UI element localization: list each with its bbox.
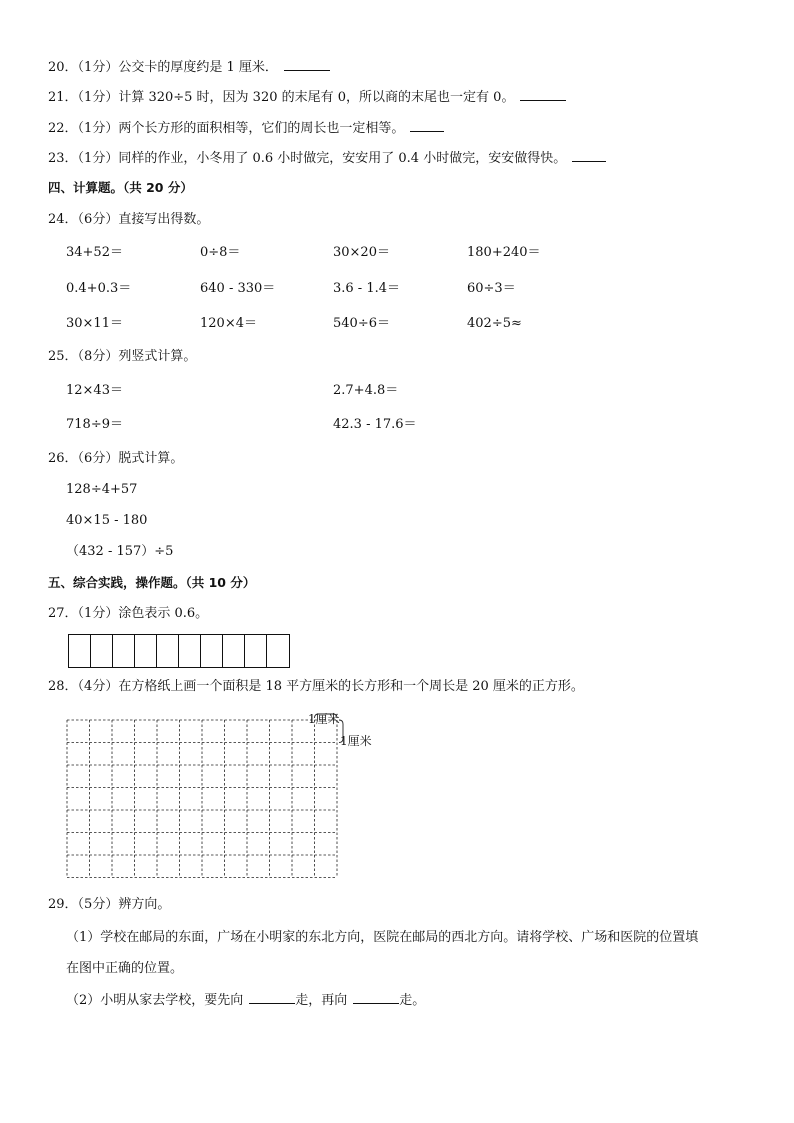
- question-29-part-2-b: 走，再向: [295, 993, 348, 1008]
- answer-blank-21[interactable]: [520, 88, 566, 101]
- question-26-text: 26．（6分）脱式计算。: [48, 451, 184, 466]
- shading-box[interactable]: [157, 635, 179, 667]
- calc-item: 120×4＝: [200, 316, 257, 331]
- question-29-part-2-a: （2）小明从家去学校，要先向: [66, 993, 244, 1008]
- question-21-text: 21．（1分）计算 320÷5 时，因为 320 的末尾有 0，所以商的末尾也一定有 0。: [48, 90, 515, 105]
- stepwise-calc-item: 128÷4+57: [66, 482, 138, 497]
- question-29-part-2-c: 走。: [399, 993, 426, 1008]
- question-20: [48, 58, 330, 76]
- question-22-text: 22．（1分）两个长方形的面积相等，它们的周长也一定相等。: [48, 121, 405, 136]
- question-22: [48, 119, 444, 137]
- answer-blank-20[interactable]: [284, 58, 330, 71]
- question-29-text: 29．（5分）辨方向。: [48, 897, 171, 912]
- answer-blank-22[interactable]: [410, 119, 444, 132]
- vertical-calc-item: 2.7+4.8＝: [333, 383, 399, 398]
- shading-box[interactable]: [179, 635, 201, 667]
- calc-item: 30×20＝: [333, 245, 390, 260]
- calc-item: 30×11＝: [66, 316, 123, 331]
- question-29-part-1-line-2: 在图中正确的位置。: [66, 961, 184, 976]
- graph-paper-grid[interactable]: [66, 712, 346, 880]
- calc-item: 60÷3＝: [467, 281, 516, 296]
- calc-item: 402÷5≈: [467, 316, 522, 331]
- question-28-text: 28．（4分）在方格纸上画一个面积是 18 平方厘米的长方形和一个周长是 20 厘米的正方形。: [48, 679, 584, 694]
- question-25-text: 25．（8分）列竖式计算。: [48, 349, 197, 364]
- calc-item: 3.6 - 1.4＝: [333, 281, 401, 296]
- vertical-calc-item: 718÷9＝: [66, 417, 123, 432]
- answer-blank-23[interactable]: [572, 149, 606, 162]
- unit-brace-side: [339, 720, 343, 743]
- unit-label-top: 1厘米: [308, 712, 340, 726]
- calc-item: 640 - 330＝: [200, 281, 276, 296]
- shading-box[interactable]: [245, 635, 267, 667]
- shading-box[interactable]: [113, 635, 135, 667]
- answer-blank-29-direction-1[interactable]: [249, 991, 295, 1004]
- unit-label-side: 1厘米: [340, 734, 372, 748]
- question-24-text: 24．（6分）直接写出得数。: [48, 212, 210, 227]
- question-29-part-2: [66, 991, 425, 1009]
- calc-item: 0.4+0.3＝: [66, 281, 132, 296]
- calc-item: 34+52＝: [66, 245, 123, 260]
- question-29-part-1-line-1: （1）学校在邮局的东面，广场在小明家的东北方向，医院在邮局的西北方向。请将学校、广场和医院的位置填: [66, 930, 699, 945]
- question-23-text: 23．（1分）同样的作业，小冬用了 0.6 小时做完，安安用了 0.4 小时做完，安安做得快。: [48, 151, 567, 166]
- unit-brace-top: [315, 714, 338, 718]
- shading-box[interactable]: [223, 635, 245, 667]
- section-5-title: 五、综合实践，操作题。（共 10 分）: [48, 575, 256, 590]
- stepwise-calc-item: 40×15 - 180: [66, 513, 148, 528]
- shading-box[interactable]: [201, 635, 223, 667]
- section-4-title: 四、计算题。（共 20 分）: [48, 180, 193, 195]
- answer-blank-29-direction-2[interactable]: [353, 991, 399, 1004]
- question-27-text: 27．（1分）涂色表示 0.6。: [48, 606, 209, 621]
- stepwise-calc-item: （432 - 157）÷5: [66, 544, 174, 559]
- calc-item: 0÷8＝: [200, 245, 241, 260]
- shading-boxes[interactable]: [68, 634, 290, 668]
- question-21: [48, 88, 566, 106]
- vertical-calc-item: 12×43＝: [66, 383, 123, 398]
- question-23: [48, 149, 606, 167]
- question-20-text: 20．（1分）公交卡的厚度约是 1 厘米．: [48, 60, 278, 75]
- shading-box[interactable]: [69, 635, 91, 667]
- calc-item: 180+240＝: [467, 245, 541, 260]
- shading-box[interactable]: [91, 635, 113, 667]
- shading-box[interactable]: [267, 635, 289, 667]
- vertical-calc-item: 42.3 - 17.6＝: [333, 417, 417, 432]
- calc-item: 540÷6＝: [333, 316, 390, 331]
- shading-box[interactable]: [135, 635, 157, 667]
